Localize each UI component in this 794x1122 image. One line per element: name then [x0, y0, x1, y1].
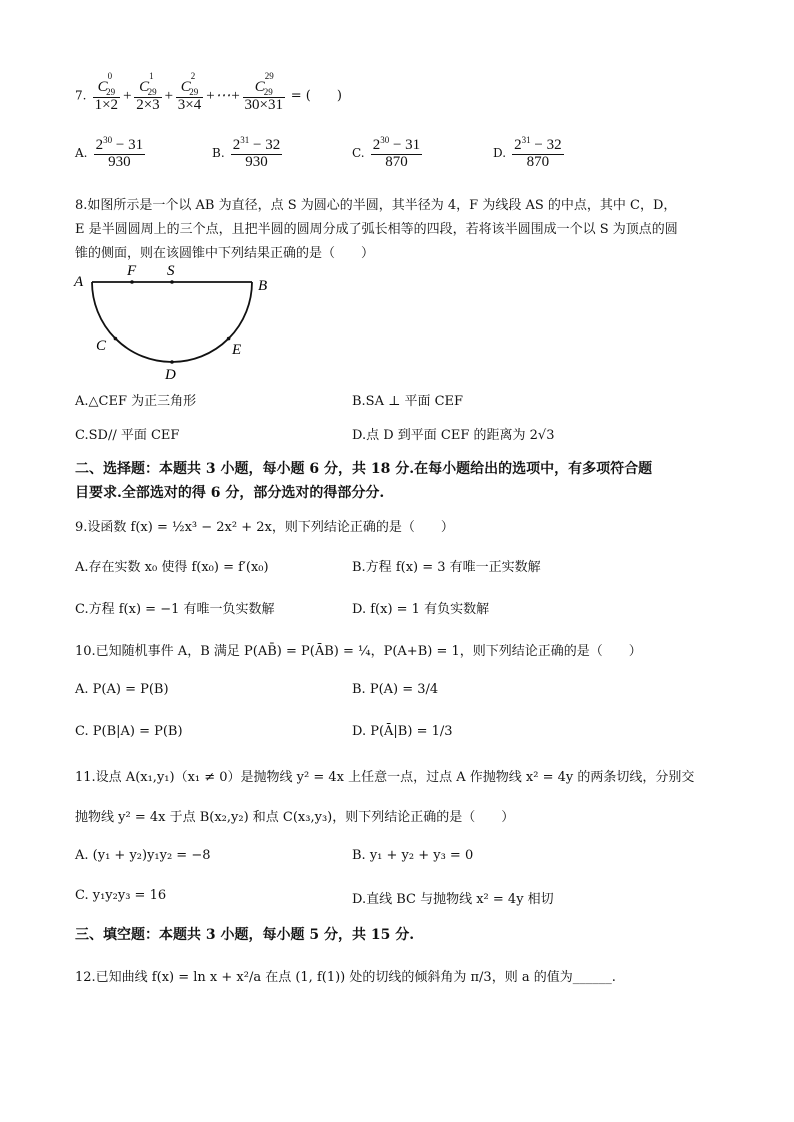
q8-line-2: E 是半圆圆周上的三个点，且把半圆的圆周分成了弧长相等的四段，若将该半圆围成一个以 S 为顶点的圆	[75, 222, 678, 237]
point-d	[170, 360, 174, 364]
section-2-heading-line-1: 二、选择题：本题共 3 小题，每小题 6 分，共 18 分.在每小题给出的选项中，有多项符合题	[75, 461, 653, 477]
q9-option-a: A.存在实数 x₀ 使得 f(x₀) = f′(x₀)	[75, 560, 269, 575]
q9-option-b: B.方程 f(x) = 3 有唯一正实数解	[352, 560, 541, 575]
q10-option-d: D. P(Ā|B) = 1/3	[352, 724, 453, 739]
q7-option-b: B. $\frac{2^{31} - 32}{930}$	[212, 135, 281, 170]
label-b: B	[258, 278, 268, 294]
q10-stem: 10.已知随机事件 A，B 满足 P(AB̄) = P(ĀB) = ¼，P(A+B) = 1，则下列结论正确的是（ ）	[75, 644, 642, 659]
q7-number: 7.	[75, 88, 87, 103]
semicircle-arc	[92, 282, 252, 362]
q11-line-1: 11.设点 A(x₁,y₁)（x₁ ≠ 0）是抛物线 y² = 4x 上任意一点，过点 A 作抛物线 x² = 4y 的两条切线，分别交	[75, 770, 695, 785]
label-f: F	[127, 263, 137, 279]
section-3-heading: 三、填空题：本题共 3 小题，每小题 5 分，共 15 分.	[75, 927, 415, 943]
point-s	[170, 280, 174, 284]
q10-option-b: B. P(A) = 3/4	[352, 682, 439, 697]
q11-line-2: 抛物线 y² = 4x 于点 B(x₂,y₂) 和点 C(x₃,y₃)，则下列结论正确的是（ ）	[75, 810, 515, 825]
q11-option-b: B. y₁ + y₂ + y₃ = 0	[352, 848, 474, 863]
q7-option-c: C. $\frac{2^{30} - 31}{870}$	[352, 135, 421, 170]
label-d: D	[165, 367, 176, 382]
label-c: C	[96, 338, 107, 354]
q11-option-a: A. (y₁ + y₂)y₁y₂ = −8	[75, 848, 211, 863]
section-2-heading-line-2: 目要求.全部选对的得 6 分，部分选对的得部分分.	[75, 485, 385, 501]
q7-term-2: $\frac{C^1_{29}}{2\times 3}$	[136, 71, 160, 114]
label-a: A	[74, 274, 84, 290]
q8-line-1: 8.如图所示是一个以 AB 为直径，点 S 为圆心的半圆，其半径为 4，F 为线段 AS 的中点，其中 C，D，	[75, 198, 677, 213]
q12-stem: 12.已知曲线 f(x) = ln x + x²/a 在点 (1, f(1)) 处的切线的倾斜角为 π/3，则 a 的值为______.	[75, 970, 616, 985]
q11-option-d: D.直线 BC 与抛物线 x² = 4y 相切	[352, 892, 554, 907]
point-f	[130, 280, 134, 284]
semicircle-figure	[72, 262, 282, 382]
q10-option-c: C. P(B|A) = P(B)	[75, 724, 183, 739]
q7-term-1: $\frac{C^0_{29}}{1\times 2}$	[94, 71, 119, 114]
point-e	[227, 337, 231, 341]
q8-option-c: C.SD// 平面 CEF	[75, 428, 180, 443]
q7-term-4: $\frac{C^{29}_{29}}{30\times 31}$	[244, 71, 283, 114]
q7-term-3: $\frac{C^2_{29}}{3\times 4}$	[177, 71, 202, 114]
q8-line-3: 锥的侧面，则在该圆锥中下列结果正确的是（ ）	[75, 246, 375, 261]
q11-option-c: C. y₁y₂y₃ = 16	[75, 888, 167, 903]
q9-stem: 9.设函数 f(x) = ½x³ − 2x² + 2x，则下列结论正确的是（ ）	[75, 520, 454, 535]
q7-tail: = ( )	[290, 88, 342, 104]
q7-option-a: A. $\frac{2^{30} - 31}{930}$	[75, 135, 144, 170]
q7-stem: 7. $\frac{C^0_{29}}{1\times 2}$ + $\frac{C^1_{29}}{2\times 3}$ + $\frac{C^2_{29}}{3\times 4}$ +⋯+ $\frac{C^{29}_{29}}{30\times 31}$ = ( )	[75, 71, 342, 114]
q10-option-a: A. P(A) = P(B)	[75, 682, 169, 697]
label-s: S	[167, 263, 175, 279]
q7-option-d: D. $\frac{2^{31} - 32}{870}$	[493, 135, 562, 170]
q8-option-b: B.SA ⊥ 平面 CEF	[352, 394, 464, 409]
q8-option-a: A.△CEF 为正三角形	[75, 394, 197, 409]
q9-option-d: D. f(x) = 1 有负实数解	[352, 602, 490, 617]
q9-option-c: C.方程 f(x) = −1 有唯一负实数解	[75, 602, 275, 617]
point-c	[114, 337, 118, 341]
label-e: E	[232, 342, 242, 358]
q8-option-d: D.点 D 到平面 CEF 的距离为 2√3	[352, 428, 555, 443]
